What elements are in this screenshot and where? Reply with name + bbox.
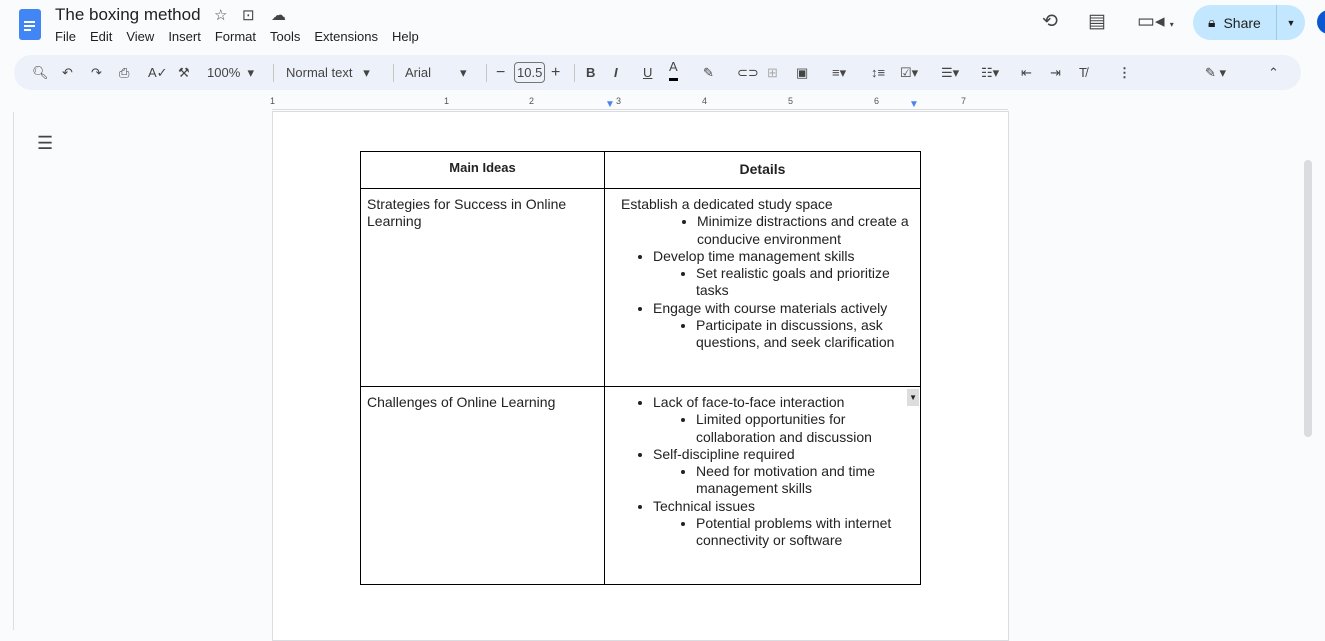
- ruler-label: 5: [788, 96, 794, 106]
- print-icon[interactable]: ⎙: [119, 64, 130, 80]
- vertical-ruler[interactable]: [0, 112, 14, 630]
- style-value: Normal text: [286, 65, 353, 80]
- line-spacing-icon[interactable]: ↕≡: [871, 65, 886, 80]
- bullet-item: Engage with course materials actively: [653, 299, 888, 316]
- cell-menu-icon[interactable]: ▼: [907, 389, 919, 406]
- comments-icon[interactable]: ▤: [1088, 11, 1106, 32]
- menu-format[interactable]: Format: [214, 29, 256, 44]
- detail-text: Establish a dedicated study space: [621, 196, 833, 212]
- sub-bullet: • Set realistic goals and prioritize tasks: [696, 265, 914, 300]
- font-size-value: 10.5: [514, 62, 545, 83]
- lock-icon: 🔒︎: [1208, 14, 1216, 30]
- sub-bullet: • Potential problems with internet connectivity or software: [696, 515, 914, 550]
- text-color-icon[interactable]: A: [669, 55, 678, 81]
- menu-view[interactable]: View: [126, 29, 155, 44]
- sub-bullet: • Participate in discussions, ask questions, and seek clarification: [696, 317, 914, 352]
- link-icon[interactable]: ⊂⊃: [737, 64, 759, 80]
- insert-image-icon[interactable]: ▣: [796, 64, 809, 80]
- ruler-label: 1: [444, 96, 450, 106]
- horizontal-ruler[interactable]: [272, 96, 1008, 110]
- decrease-font-button[interactable]: −: [496, 63, 506, 81]
- font-select[interactable]: Arial ▾: [405, 64, 467, 80]
- font-value: Arial: [405, 65, 432, 80]
- bullet-item: Self-discipline required: [653, 445, 795, 462]
- bold-icon[interactable]: B: [586, 65, 596, 80]
- docs-logo[interactable]: [19, 9, 41, 40]
- meet-icon[interactable]: ▭◂ ▾: [1137, 11, 1174, 32]
- main-idea-cell[interactable]: Strategies for Success in Online Learning: [361, 189, 605, 387]
- numbered-list-icon[interactable]: ☷▾: [981, 64, 1000, 80]
- bullet-item: Technical issues: [653, 497, 755, 514]
- menu-help[interactable]: Help: [391, 29, 419, 44]
- menu-file[interactable]: File: [55, 29, 76, 44]
- ruler-label: 2: [529, 96, 535, 106]
- zoom-value: 100%: [207, 65, 241, 80]
- ruler-label: 7: [961, 96, 967, 106]
- collapse-toolbar-icon[interactable]: ⌃: [1268, 64, 1279, 80]
- left-indent-marker[interactable]: ▼: [605, 99, 615, 110]
- cloud-saved-icon[interactable]: ☁: [271, 7, 286, 24]
- details-cell[interactable]: [605, 189, 921, 387]
- zoom-select[interactable]: 100% ▾: [207, 64, 254, 80]
- ruler-label: 3: [616, 96, 622, 106]
- ruler-label: 6: [874, 96, 880, 106]
- boxing-table: [360, 151, 921, 585]
- version-history-icon[interactable]: ⟲: [1042, 11, 1058, 32]
- ruler-label: 1: [270, 96, 276, 106]
- search-icon[interactable]: 🔍︎: [32, 64, 49, 80]
- document-outline-icon[interactable]: ☰: [37, 133, 54, 153]
- increase-font-button[interactable]: +: [551, 63, 561, 81]
- editing-mode-icon[interactable]: ✎ ▾: [1205, 64, 1227, 80]
- avatar[interactable]: [1317, 10, 1325, 34]
- menu-extensions[interactable]: Extensions: [314, 29, 378, 44]
- decrease-indent-icon[interactable]: ⇤: [1021, 64, 1032, 80]
- bulleted-list-icon[interactable]: ☰▾: [941, 64, 960, 80]
- header-main-ideas[interactable]: Main Ideas: [361, 152, 605, 189]
- star-icon[interactable]: ☆: [214, 7, 228, 24]
- menu-tools[interactable]: Tools: [270, 29, 301, 44]
- clear-formatting-icon[interactable]: T̸: [1079, 65, 1087, 80]
- main-idea-cell[interactable]: Challenges of Online Learning: [361, 387, 605, 585]
- ruler-label: 4: [702, 96, 708, 106]
- underline-icon[interactable]: U: [643, 65, 653, 80]
- spellcheck-icon[interactable]: A✓: [148, 64, 168, 80]
- add-comment-icon[interactable]: ⊞: [767, 64, 778, 80]
- move-folder-icon[interactable]: ⊡: [242, 7, 255, 24]
- menu-bar: [55, 29, 433, 44]
- paint-format-icon[interactable]: ⚒: [178, 64, 190, 80]
- share-button[interactable]: [1193, 5, 1305, 40]
- sub-bullet: • Minimize distractions and create a conducive environment: [697, 213, 914, 248]
- highlight-icon[interactable]: ✎: [703, 64, 714, 80]
- menu-edit[interactable]: Edit: [89, 29, 113, 44]
- checklist-icon[interactable]: ☑▾: [900, 64, 919, 80]
- document-title[interactable]: The boxing method: [55, 5, 201, 24]
- sub-bullet: • Limited opportunities for collaboration and discussion: [696, 411, 914, 446]
- font-size-input[interactable]: [514, 55, 545, 90]
- menu-insert[interactable]: Insert: [168, 29, 201, 44]
- share-dropdown[interactable]: ▼: [1286, 17, 1296, 28]
- align-icon[interactable]: ≡▾: [832, 64, 847, 80]
- more-icon[interactable]: ⋮: [1118, 64, 1131, 80]
- bullet-item: Develop time management skills: [653, 247, 855, 264]
- style-select[interactable]: Normal text ▾: [286, 64, 370, 80]
- redo-icon[interactable]: ↷: [91, 64, 102, 80]
- share-label: Share: [1223, 14, 1261, 31]
- increase-indent-icon[interactable]: ⇥: [1050, 64, 1061, 80]
- sub-bullet: • Need for motivation and time management skills: [696, 463, 914, 498]
- right-indent-marker[interactable]: ▼: [909, 99, 919, 110]
- bullet-item: Lack of face-to-face interaction: [653, 394, 845, 410]
- vertical-scrollbar[interactable]: [1304, 160, 1312, 437]
- italic-icon[interactable]: I: [614, 65, 618, 80]
- undo-icon[interactable]: ↶: [62, 64, 73, 80]
- header-details[interactable]: Details: [605, 152, 921, 189]
- details-cell[interactable]: [605, 387, 921, 585]
